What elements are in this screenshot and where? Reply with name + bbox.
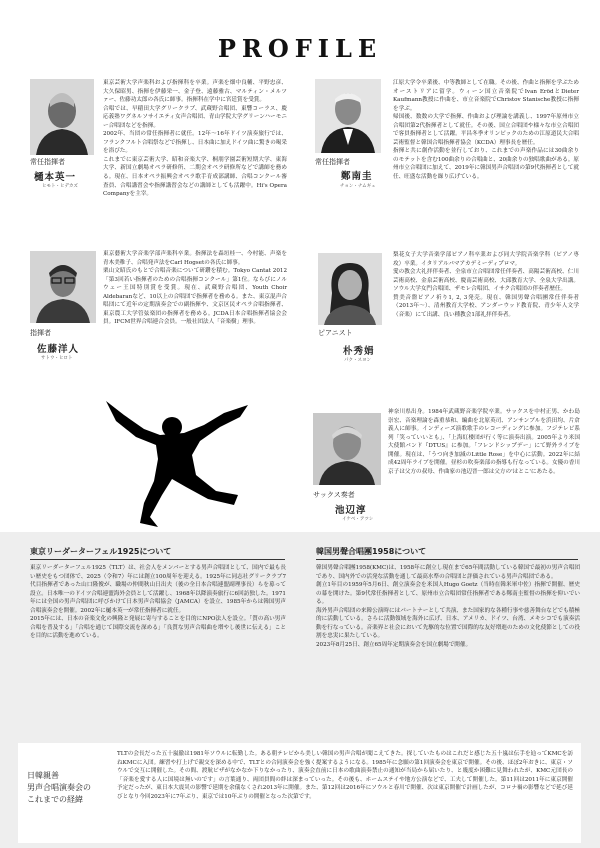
bio-paragraph: 江原大学令卒業後、中等教師として在職。その後、作曲と指揮を学ぶためオーストリアに留学。ウィーン国立音楽院でIvan ErödとDieter Kaufmann教授に作曲を、市立音楽院でChristov Stanische教授に指揮を学ぶ。 (393, 80, 579, 112)
person-name-reading: ヒモト・ヒデカズ (42, 184, 78, 189)
bio-paragraph: 栗山文昭氏のもとで合唱音楽について研鑽を積む。Tokyo Cantat 2012「第3回若い指揮者のための合唱指揮コンクール」第1位。ならびにノルウェー王国特別賞を受賞。現在、武蔵野合唱団、Youth Choir Aldebaranなど、10以上の合唱団で指揮者を務める。また、東京混声合唱団にて近年の定期演奏会での副指揮や、文京区民オペラ合唱指揮者、東京農工大学管弦楽団の指揮者を務める。JCDA日本合唱指揮者協会会員。IFCM世界合唱連合会員。一般社団法人「音楽樹」理事。 (103, 268, 287, 326)
bio-paragraph: 梨花女子大学音楽学部ピアノ科卒業および同大学院音楽学科（ピアノ専攻）卒業。イタリアルバマアカデミーディプロマ。 (393, 252, 579, 267)
section-paragraph: 創立1年目の1959年5月6日、創立演奏会を米国人Hugo Goetz（当時在韓米軍中佐）指揮で開催、歴史の幕を開けた。第9代常任指揮者として、原州市立合唱団常任指揮者である鄭南圭監督の指揮を仰いでいる。 (316, 582, 580, 606)
person-name-reading: パク・スヨン (344, 358, 371, 363)
section-title-kmc: 韓国男聲合唱團1958について (316, 546, 578, 560)
history-label-line: 日韓親善 (27, 771, 59, 780)
history-label-line: これまでの経緯 (27, 795, 83, 804)
section-paragraph: 2015年には、日本の音楽文化の興隆と発展に寄与することを目的にNPO法人を設立。「質の高い男声合唱を普及する」「合唱を通じて国際交流を深める」「良質な男声合唱曲を増やし後世に伝える」ことを目的に活動を進めている。 (30, 616, 286, 640)
person-name-reading: イケベ・アツシ (342, 517, 374, 522)
person-name: 鄭南圭 (341, 171, 373, 182)
role-label: 指揮者 (30, 329, 51, 337)
page-title: PROFILE (217, 34, 383, 63)
bio-paragraph: 東京藝術大学音楽学部声楽科卒業。指揮法を森垣桂一、今村能、声楽を青木美稚子、合唱発声法をCarl Hogsetの各氏に師事。 (103, 251, 287, 266)
person-name: 佐藤洋人 (37, 344, 80, 355)
bio-paragraph: 帰国後、数数の大学で指揮、作曲および理論を講義し、1997年原州市立合唱団第2代指揮者として就任。その後、国立合唱団や様々な市立合唱団で客員指揮者として活躍。平昌冬季オリンピックのための江原道民大合唱芸術監督と韓国合唱指揮者協会（KCDA）理事長を歴任。 (393, 114, 579, 146)
role-label: 常任指揮者 (315, 158, 350, 166)
photo-himoto (30, 79, 94, 155)
bio-park (393, 251, 579, 319)
history-label-line: 男声合唱演奏会の (27, 783, 91, 792)
history-label (27, 770, 91, 806)
dancing-figure-illustration (100, 395, 250, 530)
person-name: 朴秀娟 (343, 346, 375, 357)
photo-park (318, 253, 382, 325)
bio-paragraph: これまでに東京芸術大学、昭和音楽大学、桐朋学園芸術短期大学、東海大学、新国立劇場オペラ研修所、二期会オペラ研修所などで講師を務める。現在、日本オペラ振興会オペラ歌手育成部講師、合唱コンクール審査員、合唱講習会や指揮講習会などの講師としても活躍中。Hi's Opera Companyを主宰。 (103, 156, 287, 198)
role-label: ピアニスト (318, 329, 353, 337)
section-paragraph: 韓国男聲合唱團1958(KMC)は、1958年に創立し現在まで65年間活動している韓国で最初の男声合唱団であり、国内外での活発な活動を通して最高水準の合唱団と評価されている男声合唱団である。 (316, 565, 580, 580)
bio-paragraph: 賛美音盤ピアノ祈り1, 2, 3発売。現在、韓国男聲合唱團常任伴奏者（2013年～）、清州教育大学校、アンダーウッド教育院、青少年人文学（音楽）にて出講、良い種教会1部礼拝伴奏者。 (393, 294, 579, 318)
photo-sato (30, 251, 96, 323)
bio-paragraph: 東京芸術大学声楽科および指揮科を卒業。声楽を畑中良輔、平野忠彦、大久保昭男、指揮を伊藤栄一、金子登、遠藤雅古、マルティン・メルツァー、佐藤功太郎の各氏に師事。指揮科在学中に宮廷賞を受賞。 (103, 80, 287, 104)
bio-paragraph: 指揮と共に創作活動を並行しており、これまでの声楽作品には30曲余りのモテットを含む100曲余りの合唱曲と、20曲余りの独唱歌曲がある。原州市立合唱団に加えて、2019年に韓国男声合唱団の第9代指揮者として就任、旺盛な活動を繰り広げている。 (393, 148, 579, 181)
section-body-tlt (30, 564, 286, 641)
role-label: 常任指揮者 (30, 158, 65, 166)
bio-paragraph: 神奈川県出身。1984年武蔵野音楽学院卒業。サックスを中村正男、かわ島崇宏、音楽理論を森重恭和、編曲を北原英司、アンサンブルを浜田均、片倉義人に師事。インディーズ演歌歌手のレコーディングに参加。フジテレビ系列「笑っていいとも」、「上海紅楼団が行く等に演奏出演。2005年より米国大使館バンド『DTUS』に参加。「フレンドシップデー」にて野外ライブを開催。現在は、「うつ向き加減のLittle Rose」を中心に活動。2022年に結成42周年ライブを開催。昼杉の吹奏楽部の指導も行なっている。女優の香川京子は父方の叔母、作曲家の池辺晋一郎は父方の'はとこ'にあたる。 (388, 409, 580, 475)
section-paragraph: 東京リーダーターフェル1925（TLT）は、社会人をメンバーとする男声合唱団として、国内で最も長い歴史をもつ団体で、2025（令和7）年には創立100周年を迎える。1925年に同志社グリークラブ7代目指揮者であった山口隆俊が、職場の仲間秋山日出夫（後の全日本合唱連盟副理事長）らを募って設立。日本唯一のドイツ合唱連盟海外会員として活躍し、1968年以降演奏旅行に6回訪独した。1971年には全国の男声合唱団に呼びかけて日本男声合唱協会（JAMCA）を設立、1985年からは韓国男声合唱演奏会を開催。2002年に樋本英一が常任指揮者に就任。 (30, 565, 286, 614)
history-body: TLTの会長だった五十嵐徹は1981年ソウルに転勤した。ある朝テレビから美しい韓国の男声合唱が聞こえてきた。探していたものはこれだと感じた五十嵐は伝手を辿ってKMCを訪ねKMCに入団。練習や打上げで親交を深める中で、TLTとの合同演奏会を強く提案するようになる。1985年に念願の第1回演奏会を東京で開催。その後、ほぼ2年おきに、東京・ソウルで交互に開催した。その間、渡航ビザがなかなか下りなかったり、演奏会直前に日本の歌曲演奏禁止の通知が当局から届いたり、と幾度か困難に見舞われたが、KMC元団長の「音楽を愛する人に国境は無いのです」の言葉通り、両団員間の絆は深まっていった。その後も、ホームステイや地方公演などで、工夫して開催した。第11回は2011年に東京開催予定だったが、東日本大震災の影響で延期を余儀なくされ2013年に開催。また、第12回は2016年にソウルと春川で開催、次は東京開催で計画したが、コロナ禍の影響などで延び延びとなり今回2023年に7年ぶり、東京では10年ぶりの開催となった次第です。 (117, 751, 573, 800)
person-name: 池辺淳 (335, 505, 367, 516)
photo-jeong (315, 79, 381, 153)
bio-paragraph: 愛の教会大礼拝伴奏者、全泉市立合唱団常任伴奏者、高陽芸術高校、仁川芸術高校、金泉芸術高校、慶南芸術高校、大邱教育大学、全泉大学出講。ソウル大学女門合唱団、ザモレ合唱団、イサク合唱団の伴奏者歴任。 (393, 269, 579, 293)
bio-jeong (393, 79, 579, 182)
person-name-reading: サトウ・ヒロト (41, 356, 73, 361)
bio-ikebe (388, 408, 580, 476)
role-label: サックス奏者 (313, 491, 355, 499)
person-name-reading: チョン・ナムギュ (340, 184, 376, 189)
bio-paragraph: 合唱では、早稲田大学グリークラブ、武蔵野合唱団、東響コーラス、慶応義塾ワグネルソサイエティ女声合唱団、青山学院大学グリーンハーモニー合唱団などを指揮。 (103, 105, 287, 129)
section-paragraph: 海外男声合唱団の来韓公演時にはパートナーとして共演、また国家的な各種行事や慈善舞台などでも積極的に活動している。さらに活動領域を海外に広げ、日本、アメリカ、ドイツ、台湾、メキシコでも演奏活動を行なっている。音楽界と社会において先駆的な位置で国際的な友好増進のための文化使節としての役割を忠実に果たしている。 (316, 607, 580, 640)
bio-paragraph: 2002年、当団の常任指揮者に就任。12年～16年ドイツ演奏旅行では、フランクフルト合唱祭などで指揮し、日本曲に加えドイツ曲に驚きの喝采を浴びた。 (103, 131, 287, 155)
bio-sato (103, 250, 287, 327)
bio-himoto (103, 79, 287, 199)
photo-ikebe (313, 413, 381, 485)
section-title-tlt: 東京リーダーターフェル1925について (30, 546, 285, 560)
section-body-kmc (316, 564, 580, 649)
section-paragraph: 2023年8月25日、創立65周年定期演奏会を国立劇場で開催。 (316, 641, 472, 648)
person-name: 樋本英一 (34, 172, 77, 183)
